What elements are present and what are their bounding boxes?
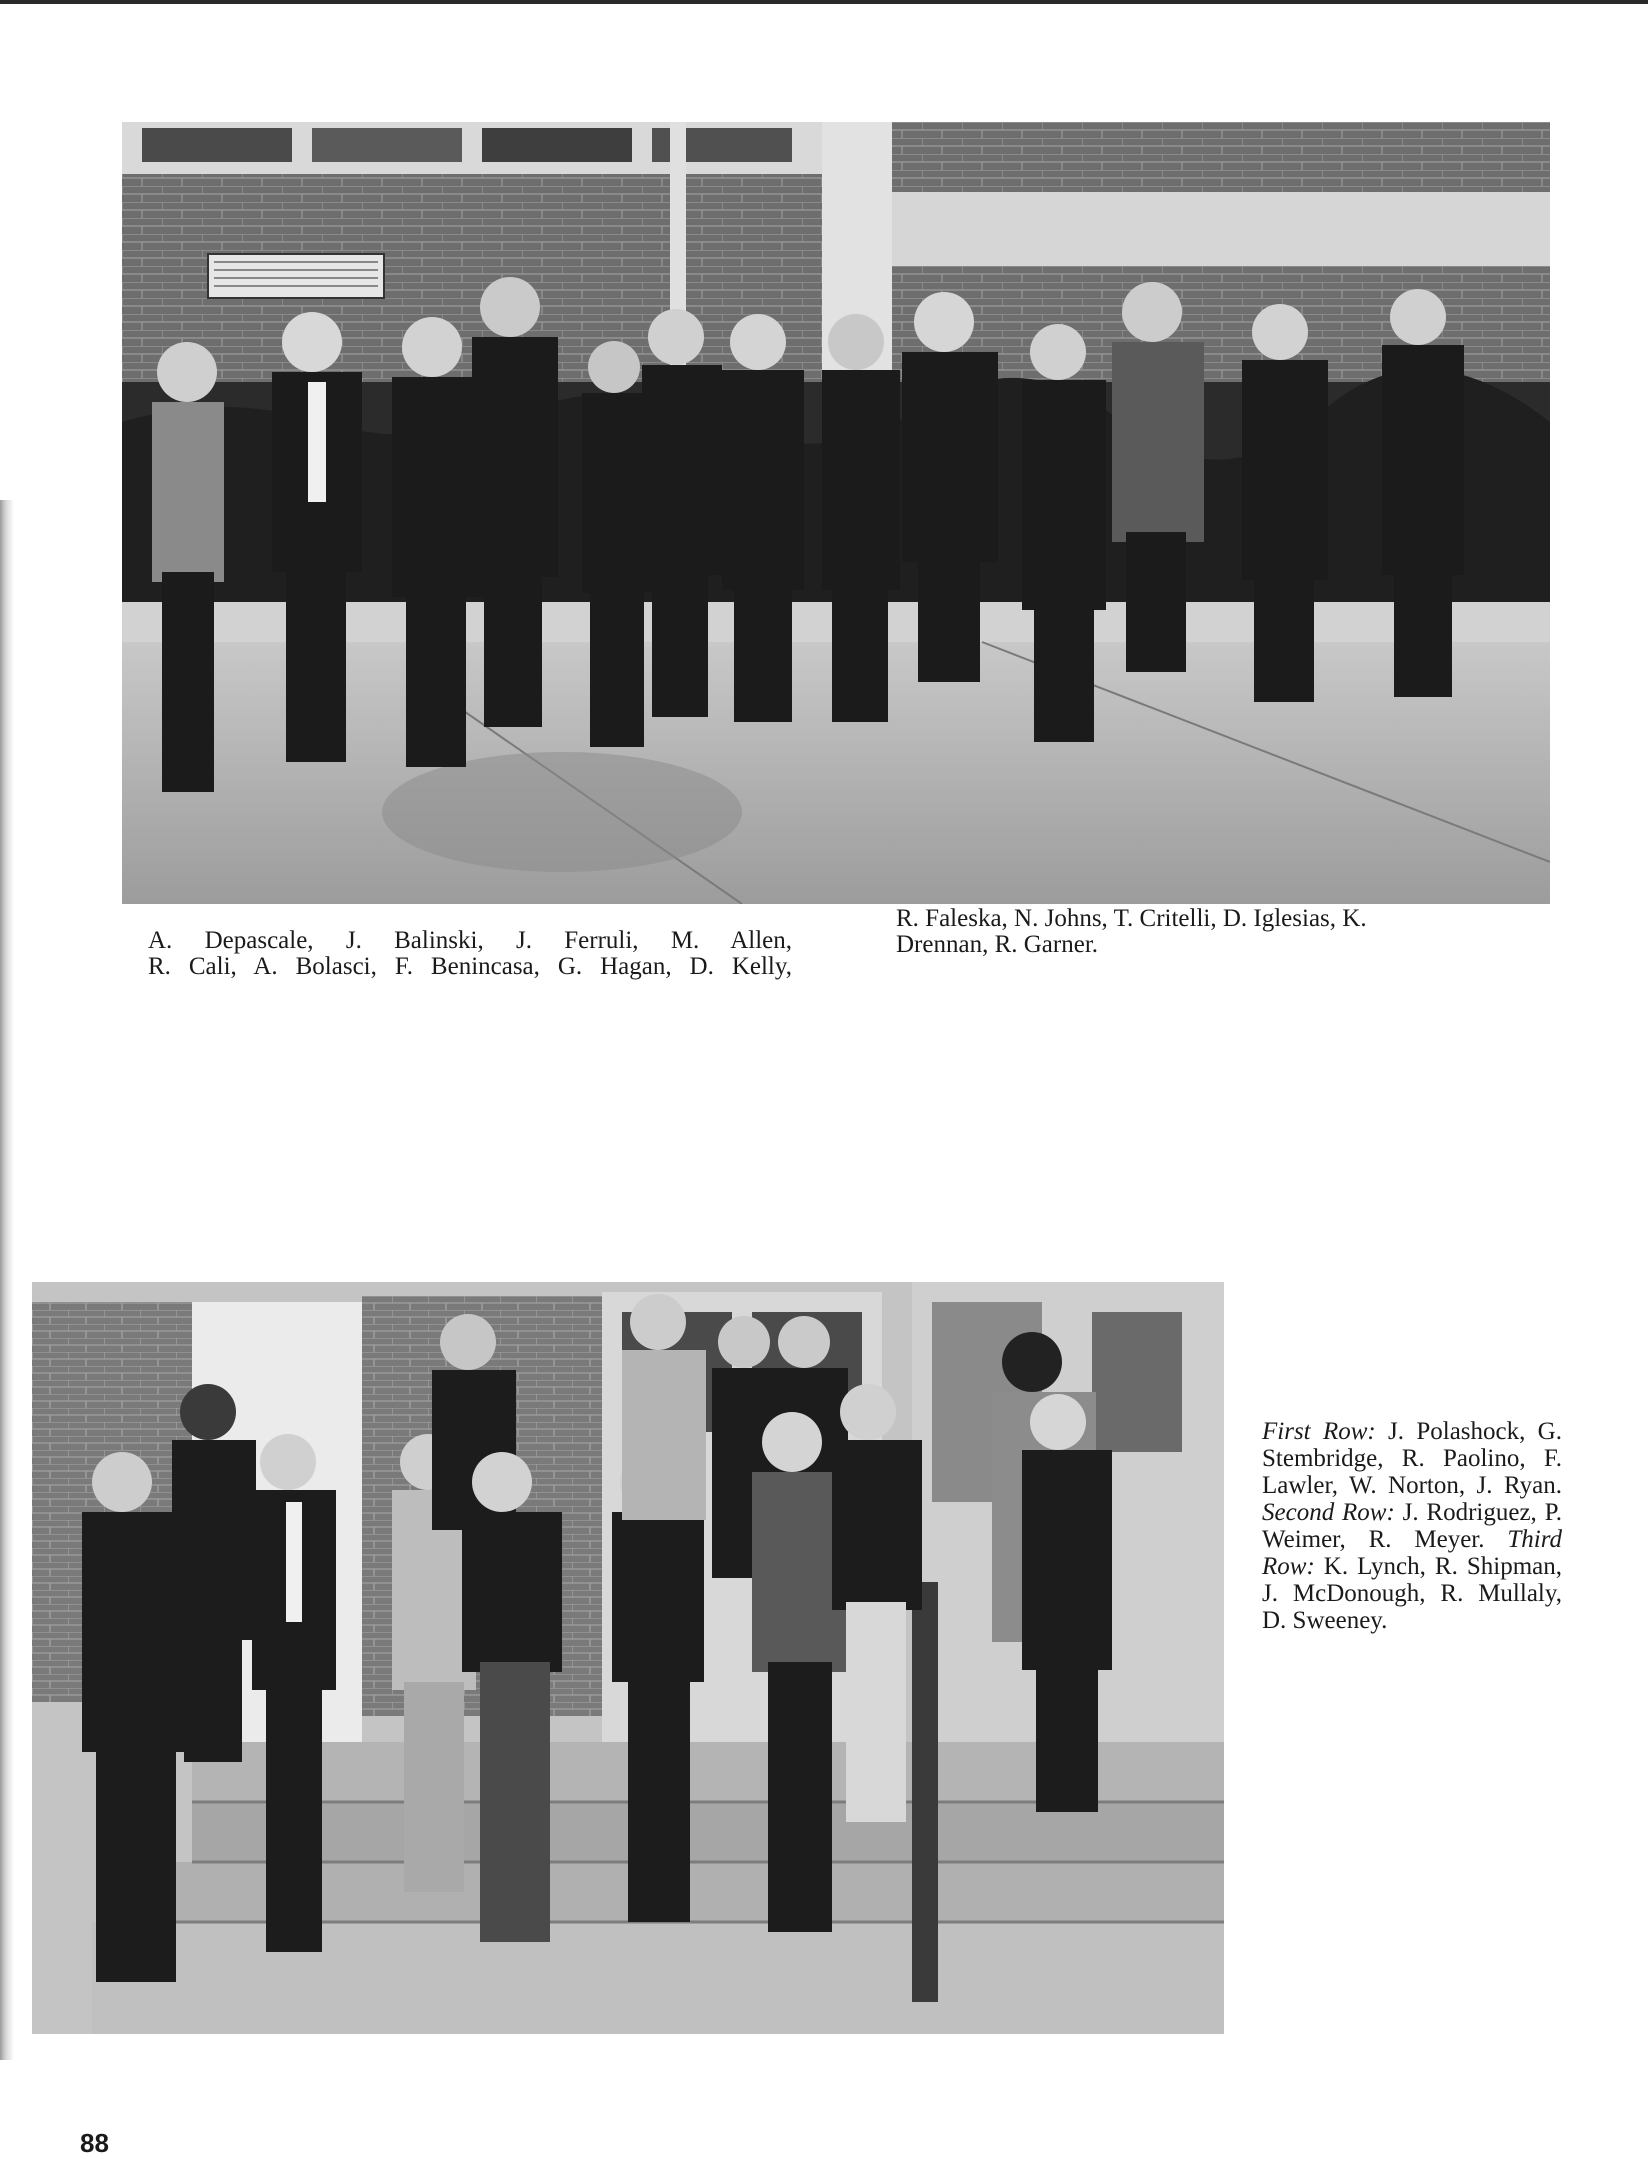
third-row-names: K. Lynch, R. Shipman, J. McDonough, R. Mullaly, D. Sweeney. [1262,1553,1562,1634]
caption-line: R. Cali, A. Bolasci, F. Benincasa, G. Hagan, D. Kelly, [148,953,792,980]
caption-line: A. Depascale, J. Balinski, J. Ferruli, M. Allen, [148,927,792,954]
photo-1-image [122,122,1550,904]
top-rule [0,0,1648,4]
caption-line: Drennan, R. Garner. [896,931,1099,958]
photo-1-caption-right [896,906,1542,958]
group-photo-1 [122,122,1550,904]
first-row-names: J. Polashock, G. Stembridge, R. Paolino, F. Lawler, W. Norton, J. Ryan. [1262,1418,1562,1499]
third-row-label: Third Row: [1262,1526,1562,1580]
second-row-label: Second Row: [1262,1499,1395,1526]
group-photo-2 [32,1282,1224,2034]
page-number: 88 [80,2128,109,2158]
second-row-names: J. Rodriguez, P. Weimer, R. Meyer. [1262,1499,1563,1553]
caption-line: R. Faleska, N. Johns, T. Critelli, D. Iglesias, K. [896,905,1367,932]
photo-2-caption [1262,1418,1562,1634]
binding-gutter [0,500,14,2060]
photo-2-image [32,1282,1224,2034]
photo-1-caption-left [148,928,792,980]
first-row-label: First Row: [1262,1418,1376,1445]
